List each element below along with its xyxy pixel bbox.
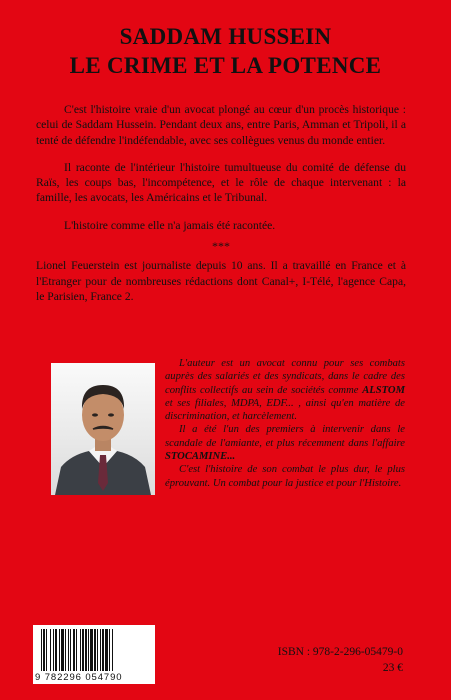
back-cover-text: [36, 102, 406, 316]
bio-paragraph-1: [165, 357, 405, 423]
book-title: [0, 22, 451, 80]
summary-paragraph-2: Il raconte de l'intérieur l'histoire tumultueuse du comité de défense du Raïs, les coups bas, l'incompétence, et le rôle de chaque intervenant : la famille, les avocats, les Américains et le Tribunal.: [36, 160, 406, 205]
author-photo: [51, 363, 155, 495]
bio-text: L'auteur est un avocat connu pour ses combats auprès des salariés et des syndicats, dans le cadre des conflits collectifs au sein de sociétés comme: [165, 358, 405, 396]
title-line-2: LE CRIME ET LA POTENCE: [69, 53, 382, 78]
separator-stars: ***: [212, 239, 230, 254]
bio-text: et ses filiales, MDPA, EDF... , ainsi qu'en matière de discrimination, et harcèlement.: [165, 397, 405, 423]
bio-text: Il a été l'un des premiers à intervenir dans le scandale de l'amiante, et plus récemment dans l'affaire: [165, 424, 405, 449]
bio-paragraph-2: [165, 423, 405, 463]
isbn-block: [278, 644, 403, 676]
bio-affair-name: STOCAMINE...: [165, 451, 236, 463]
barcode-bars: [41, 629, 147, 671]
price: 23 €: [382, 662, 403, 674]
bio-paragraph-3: C'est l'histoire de son combat le plus dur, le plus éprouvant. Un combat pour la justice et pour l'Histoire.: [165, 464, 405, 489]
isbn-number: ISBN : 978-2-296-05479-0: [277, 646, 403, 658]
title-line-1: SADDAM HUSSEIN: [119, 24, 332, 49]
bio-company-name: ALSTOM: [362, 384, 405, 396]
summary-paragraph-1: C'est l'histoire vraie d'un avocat plongé au cœur d'un procès historique : celui de Saddam Hussein. Pendant deux ans, entre Paris, Amman et Tripoli, il a tenté de défendre l'indéfendable, avec ses collègues venus du monde entier.: [36, 103, 406, 147]
summary-paragraph-3: L'histoire comme elle n'a jamais été racontée.: [64, 218, 276, 232]
journalist-paragraph: Lionel Feuerstein est journaliste depuis 10 ans. Il a travaillé en France et à l'Etranger pour de nombreuses rédactions dont Canal+, I-Télé, l'agence Capa, le Parisien, France 2.: [36, 259, 406, 303]
barcode: [33, 625, 155, 684]
barcode-digits: 9 782296 054790: [35, 672, 123, 683]
author-portrait-illustration: [51, 363, 155, 495]
author-bio: [165, 357, 405, 490]
